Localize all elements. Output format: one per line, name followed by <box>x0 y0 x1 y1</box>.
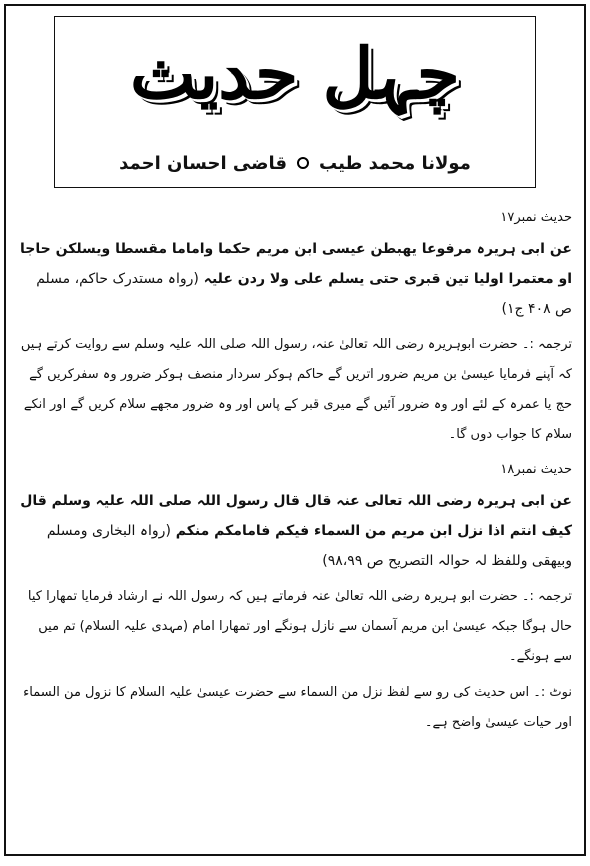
note-text: نوٹ :۔ اس حدیث کی رو سے لفظ نزل من السماء سے حضرت عیسیٰ علیہ السلام کا نزول من السماء اور حیات عیسیٰ واضح ہے۔ <box>23 685 572 730</box>
circle-icon <box>297 157 309 169</box>
author-line <box>55 145 535 181</box>
translation-text: ترجمہ :۔ حضرت ابو ہریرہ رضی اللہ تعالیٰ عنہ فرماتے ہیں کہ رسول اللہ نے ارشاد فرمایا تمھارا کیا حال ہوگا جبکہ عیسیٰ ابن مریم آسمان سے نازل ہونگے اور تمھارا امام (مہدی علیہ السلام) تم میں سے ہونگے۔ <box>27 589 572 664</box>
arabic-hadith: عن ابی ہریرہ رضی اللہ تعالی عنہ قال قال رسول اللہ صلی اللہ علیہ وسلم قال کیف انتم اذا نزل ابن مریم من السماء فیکم فامامکم منکم <box>20 493 572 539</box>
logo-title: چہل حدیث <box>130 32 460 115</box>
title-banner <box>54 16 536 188</box>
arabic-hadith: عن ابی ہریرہ مرفوعا یھبطن عیسی ابن مریم حکما واماما مقسطا ویسلکن حاجا او معتمرا اولیا تین قبری حتی یسلم علی ولا ردن علیہ <box>20 241 572 287</box>
hadith-heading: حدیث نمبر۱۷ <box>500 210 572 225</box>
hadith-heading: حدیث نمبر۱۸ <box>500 462 572 477</box>
arabic-text <box>18 486 572 576</box>
author-name: مولانا محمد طیب <box>319 152 471 174</box>
reference-text: (رواہ البخاری ومسلم وبیھقی وللفظ لہ حوالہ التصریح ص ۹۸،۹۹) <box>46 523 572 569</box>
translation-text: ترجمہ :۔ حضرت ابوہریرہ رضی اللہ تعالیٰ عنہ، رسول اللہ صلی اللہ علیہ وسلم سے روایت کرتے ہیں کہ آپنے فرمایا عیسیٰ بن مریم ضرور اتریں گے حاکم ہوکر سردار منصف ہوکر ضرور وہ سفرکریں گے حج یا عمرہ کے لئے اور وہ ضرور آئیں گے میری قبر کے پاس اور وہ ضرور مجھے سلام کریں گے اور انکے سلام کا جواب دوں گا۔ <box>20 337 572 442</box>
document-page <box>4 4 586 856</box>
document-body <box>18 198 572 738</box>
reference-text: (رواہ مستدرک حاکم، مسلم ص ۴۰۸ ج۱) <box>36 271 572 317</box>
author-name: قاضی احسان احمد <box>119 152 288 174</box>
arabic-text <box>18 234 572 324</box>
